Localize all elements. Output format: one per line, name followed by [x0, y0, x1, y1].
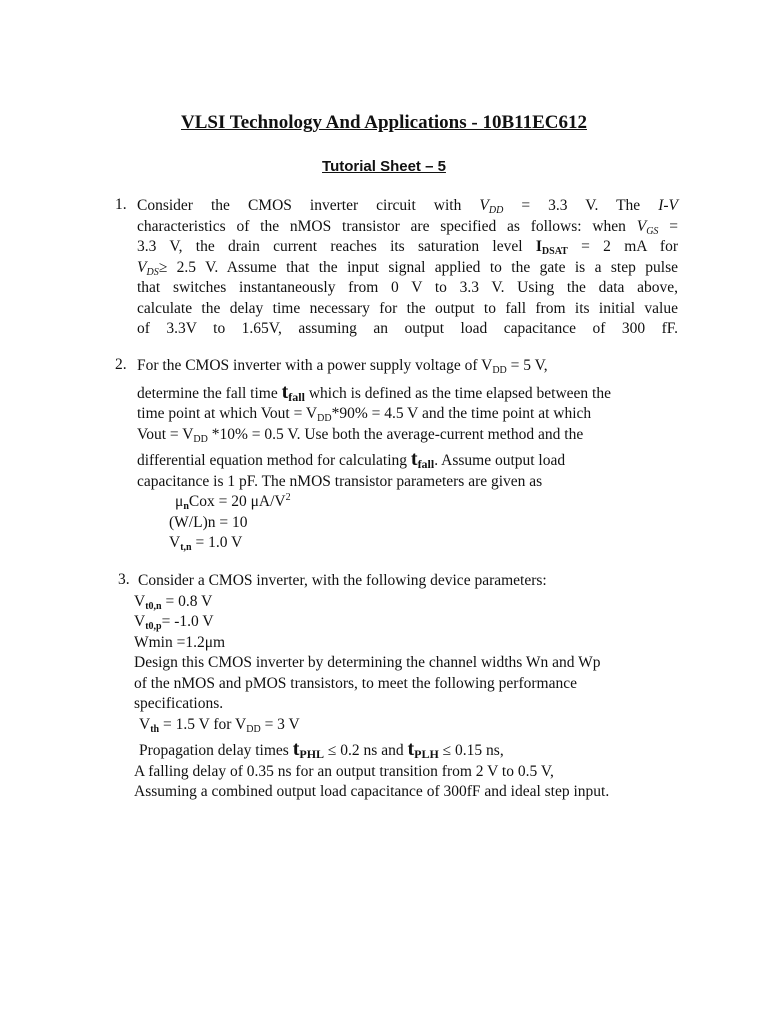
q3-line-1: Consider a CMOS inverter, with the following device parameters:	[138, 572, 547, 589]
question-3	[134, 571, 694, 803]
q3-propagation-delay: Propagation delay times $t_{PHL} \le 0.2$ ns and $t_{PLH} \le 0.15$ ns,	[139, 738, 504, 761]
q1-line-5: that switches instantaneously from 0 V to 3.3 V. Using the data above,	[137, 279, 678, 296]
q1-line-4: $V_{DS}\ge 2.5$ V. Assume that the input signal applied to the gate is a step pulse	[137, 258, 678, 278]
question-2-number: 2.	[115, 356, 127, 373]
question-1-number: 1.	[115, 196, 127, 213]
document-subtitle: Tutorial Sheet – 5	[322, 158, 446, 175]
q2-line-2: determine the fall time $t_{fall}$ which is defined as the time elapsed between the	[137, 380, 611, 404]
q1-line-6: calculate the delay time necessary for the output to fall from its initial value	[137, 299, 678, 317]
q1-line-3: 3.3 V, the drain current reaches its saturation level $I_{DSAT} = 2$ mA for	[137, 238, 678, 257]
q2-line-6: capacitance is 1 pF. The nMOS transistor parameters are given as	[137, 472, 543, 490]
q3-line-7: specifications.	[134, 695, 224, 712]
q3-vth: $V_{th} = 1.5$ V for $V_{DD} = 3$ V	[139, 715, 300, 735]
q2-param-vtn: $V_{t,n} = 1.0$ V	[169, 534, 243, 553]
q3-line-5: Design this CMOS inverter by determining the channel widths Wn and Wp	[134, 654, 601, 671]
q3-line-6: of the nMOS and pMOS transistors, to meet the following performance	[134, 674, 577, 692]
q2-line-1: For the CMOS inverter with a power supply voltage of $V_{DD} = 5$ V,	[137, 357, 548, 376]
q3-vt0p: $V_{t0,p}= -1.0$ V	[134, 613, 214, 632]
question-1	[137, 196, 678, 340]
q3-falling-delay: A falling delay of 0.35 ns for an output transition from 2 V to 0.5 V,	[134, 762, 554, 780]
q2-line-4: Vout = $V_{DD}$ *10% = 0.5 V. Use both the average-current method and the	[137, 425, 584, 445]
document-title: VLSI Technology And Applications - 10B11EC612	[181, 112, 587, 133]
q1-line-1: Consider the CMOS inverter circuit with $V_{DD} = 3.3$ V. The I-V	[137, 197, 678, 216]
q3-load-capacitance: Assuming a combined output load capacitance of 300fF and ideal step input.	[134, 783, 610, 800]
q3-wmin: Wmin =1.2μm	[134, 633, 226, 651]
q3-vt0n: $V_{t0,n} = 0.8$ V	[134, 592, 213, 612]
q2-line-3: time point at which Vout = $V_{DD}*90\% = 4.5$ V and the time point at which	[137, 405, 592, 424]
question-2	[137, 356, 682, 554]
q2-param-wl: (W/L)n = 10	[169, 513, 248, 531]
q1-line-7: of 3.3V to 1.65V, assuming an output load capacitance of 300 fF.	[137, 320, 678, 337]
q2-param-mu-cox: $\mu_nCox = 20$ $\mu A/V^2$	[175, 492, 291, 512]
question-3-number: 3.	[118, 571, 130, 588]
q1-line-2: characteristics of the nMOS transistor are specified as follows: when $V_{GS}$ =	[137, 217, 678, 237]
q2-line-5: differential equation method for calculating $t_{fall}$. Assume output load	[137, 448, 566, 471]
